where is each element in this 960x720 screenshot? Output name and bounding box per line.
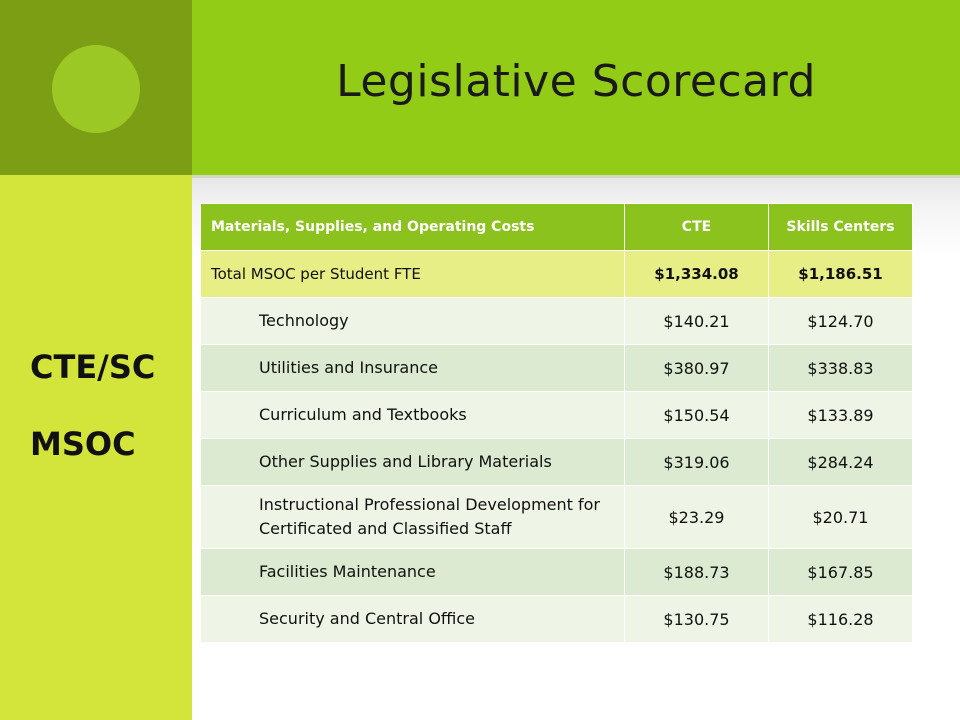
row-sc-value: $133.89	[769, 392, 913, 439]
side-title-line-2: MSOC	[30, 425, 136, 463]
row-cte-value: $140.21	[625, 298, 769, 345]
table-header-row	[201, 204, 913, 251]
row-cte-value: $150.54	[625, 392, 769, 439]
table-row	[201, 486, 913, 549]
row-label: Technology	[201, 298, 625, 345]
divider-line	[192, 175, 960, 178]
row-cte-value: $319.06	[625, 439, 769, 486]
total-row	[201, 251, 913, 298]
row-sc-value: $20.71	[769, 486, 913, 549]
row-label: Facilities Maintenance	[201, 549, 625, 596]
header-category: Materials, Supplies, and Operating Costs	[201, 204, 625, 251]
decorative-circle-icon	[52, 45, 140, 133]
row-label: Curriculum and Textbooks	[201, 392, 625, 439]
corner-block	[0, 0, 192, 175]
side-title-line-1: CTE/SC	[30, 348, 156, 386]
row-sc-value: $167.85	[769, 549, 913, 596]
row-cte-value: $130.75	[625, 596, 769, 643]
header-skills-centers: Skills Centers	[769, 204, 913, 251]
table-row	[201, 596, 913, 643]
total-cte-value: $1,334.08	[625, 251, 769, 298]
row-sc-value: $116.28	[769, 596, 913, 643]
table-row	[201, 439, 913, 486]
table-row	[201, 298, 913, 345]
title-band	[192, 0, 960, 175]
row-label: Instructional Professional Development for Certificated and Classified Staff	[201, 486, 625, 549]
row-sc-value: $284.24	[769, 439, 913, 486]
total-label: Total MSOC per Student FTE	[201, 251, 625, 298]
row-label: Utilities and Insurance	[201, 345, 625, 392]
row-sc-value: $124.70	[769, 298, 913, 345]
row-sc-value: $338.83	[769, 345, 913, 392]
row-cte-value: $23.29	[625, 486, 769, 549]
row-cte-value: $188.73	[625, 549, 769, 596]
row-label: Other Supplies and Library Materials	[201, 439, 625, 486]
row-label: Security and Central Office	[201, 596, 625, 643]
table-row	[201, 345, 913, 392]
total-sc-value: $1,186.51	[769, 251, 913, 298]
header-cte: CTE	[625, 204, 769, 251]
table-row	[201, 549, 913, 596]
msoc-table	[200, 203, 913, 643]
slide-title: Legislative Scorecard	[336, 56, 816, 107]
row-cte-value: $380.97	[625, 345, 769, 392]
table-row	[201, 392, 913, 439]
